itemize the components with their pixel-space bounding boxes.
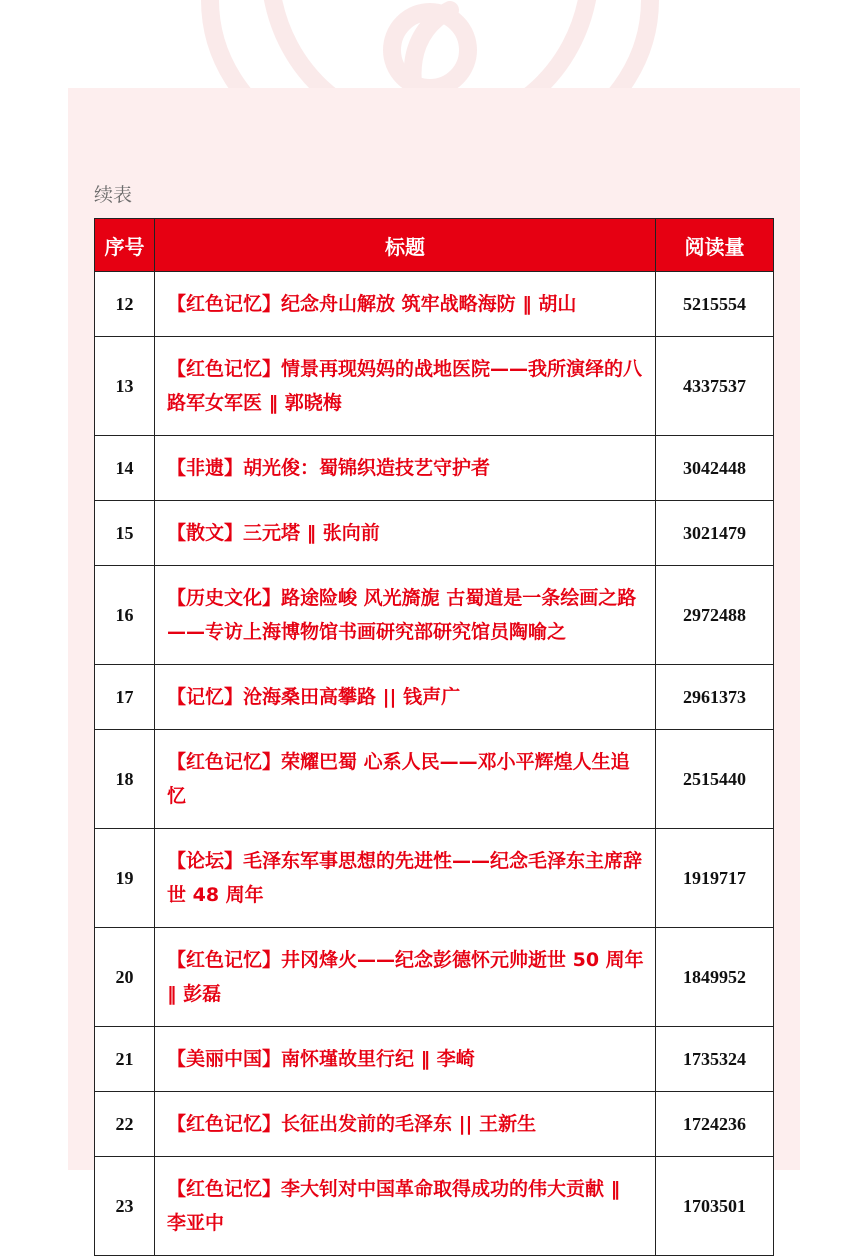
row-reads: 1703501 bbox=[656, 1157, 774, 1256]
table-row bbox=[95, 665, 774, 730]
row-reads: 1919717 bbox=[656, 829, 774, 928]
table-row bbox=[95, 1092, 774, 1157]
table-header-row bbox=[95, 219, 774, 272]
row-title: 【美丽中国】南怀瑾故里行纪 ‖ 李崎 bbox=[155, 1027, 656, 1092]
table-row bbox=[95, 501, 774, 566]
reading-table bbox=[94, 218, 774, 1256]
table-row bbox=[95, 730, 774, 829]
row-reads: 2972488 bbox=[656, 566, 774, 665]
row-reads: 1849952 bbox=[656, 928, 774, 1027]
table-row bbox=[95, 436, 774, 501]
row-number: 14 bbox=[95, 436, 155, 501]
row-number: 22 bbox=[95, 1092, 155, 1157]
row-reads: 4337537 bbox=[656, 337, 774, 436]
table-row bbox=[95, 829, 774, 928]
row-number: 15 bbox=[95, 501, 155, 566]
row-title: 【记忆】沧海桑田高攀路 || 钱声广 bbox=[155, 665, 656, 730]
table-row bbox=[95, 337, 774, 436]
row-title: 【红色记忆】纪念舟山解放 筑牢战略海防 ‖ 胡山 bbox=[155, 272, 656, 337]
header-number: 序号 bbox=[95, 219, 155, 272]
row-title: 【历史文化】路途险峻 风光旖旎 古蜀道是一条绘画之路——专访上海博物馆书画研究部研究馆员陶喻之 bbox=[155, 566, 656, 665]
row-reads: 3042448 bbox=[656, 436, 774, 501]
row-reads: 5215554 bbox=[656, 272, 774, 337]
row-number: 12 bbox=[95, 272, 155, 337]
table-row bbox=[95, 272, 774, 337]
row-number: 20 bbox=[95, 928, 155, 1027]
row-number: 18 bbox=[95, 730, 155, 829]
table-row bbox=[95, 1157, 774, 1256]
table-row bbox=[95, 928, 774, 1027]
table-caption: 续表 bbox=[94, 184, 133, 206]
row-title: 【红色记忆】情景再现妈妈的战地医院——我所演绎的八路军女军医 ‖ 郭晓梅 bbox=[155, 337, 656, 436]
row-title: 【红色记忆】荣耀巴蜀 心系人民——邓小平辉煌人生追忆 bbox=[155, 730, 656, 829]
row-title: 【红色记忆】井冈烽火——纪念彭德怀元帅逝世 50 周年 ‖ 彭磊 bbox=[155, 928, 656, 1027]
row-title: 【散文】三元塔 ‖ 张向前 bbox=[155, 501, 656, 566]
row-title: 【论坛】毛泽东军事思想的先进性——纪念毛泽东主席辞世 48 周年 bbox=[155, 829, 656, 928]
row-reads: 3021479 bbox=[656, 501, 774, 566]
row-title: 【红色记忆】长征出发前的毛泽东 || 王新生 bbox=[155, 1092, 656, 1157]
row-number: 21 bbox=[95, 1027, 155, 1092]
row-title: 【红色记忆】李大钊对中国革命取得成功的伟大贡献 ‖ 李亚中 bbox=[155, 1157, 656, 1256]
row-number: 16 bbox=[95, 566, 155, 665]
row-reads: 1735324 bbox=[656, 1027, 774, 1092]
header-title: 标题 bbox=[155, 219, 656, 272]
row-title: 【非遗】胡光俊：蜀锦织造技艺守护者 bbox=[155, 436, 656, 501]
table-row bbox=[95, 1027, 774, 1092]
row-number: 13 bbox=[95, 337, 155, 436]
row-reads: 2961373 bbox=[656, 665, 774, 730]
row-reads: 1724236 bbox=[656, 1092, 774, 1157]
row-number: 23 bbox=[95, 1157, 155, 1256]
table-row bbox=[95, 566, 774, 665]
row-number: 19 bbox=[95, 829, 155, 928]
row-number: 17 bbox=[95, 665, 155, 730]
row-reads: 2515440 bbox=[656, 730, 774, 829]
header-reads: 阅读量 bbox=[656, 219, 774, 272]
